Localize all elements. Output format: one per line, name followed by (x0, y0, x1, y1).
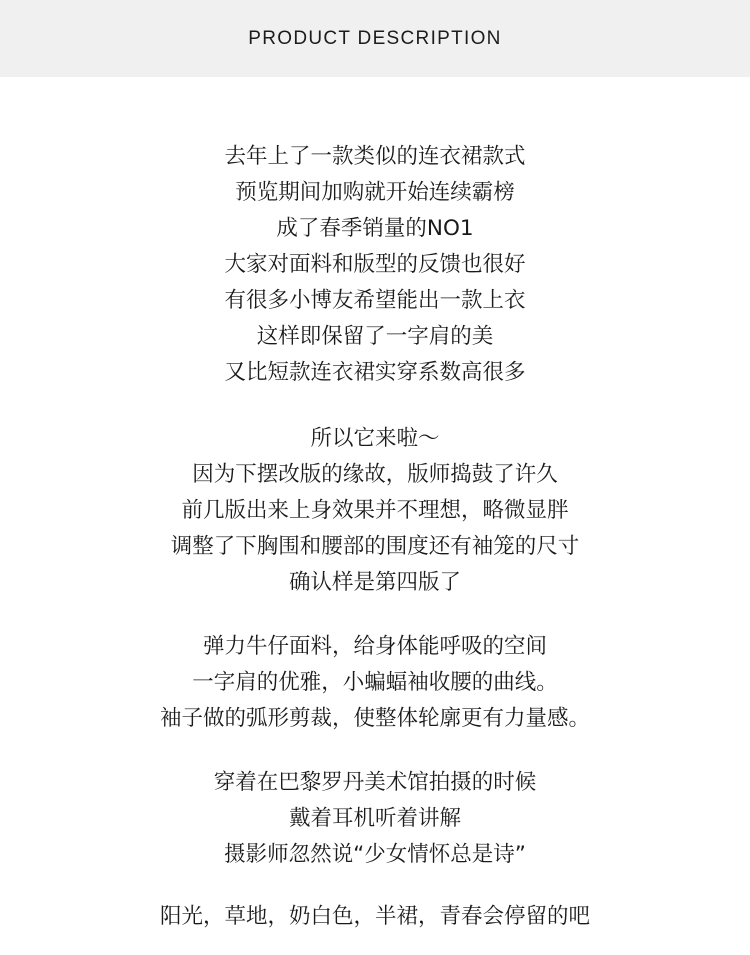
description-line: 确认样是第四版了 (288, 570, 461, 595)
description-line: 弹力牛仔面料，给身体能呼吸的空间 (202, 634, 547, 659)
paragraph-2 (40, 421, 710, 601)
description-line: 有很多小博友希望能出一款上衣 (224, 288, 526, 313)
paragraph-5 (40, 899, 710, 935)
spacer-para-1-2 (40, 391, 710, 421)
paragraph-3 (40, 629, 710, 737)
description-line: 前几版出来上身效果并不理想，略微显胖 (181, 498, 569, 523)
description-line: 一字肩的优雅，小蝙蝠袖收腰的曲线。 (192, 670, 558, 695)
spacer-top (0, 77, 750, 139)
description-line: 大家对面料和版型的反馈也很好 (224, 252, 526, 277)
spacer-para-2-3 (40, 601, 710, 629)
description-line: 戴着耳机听着讲解 (288, 806, 461, 831)
description-line: 所以它来啦～ (310, 426, 440, 451)
description-line: 预览期间加购就开始连续霸榜 (235, 180, 515, 205)
spacer-para-4-5 (40, 873, 710, 899)
description-line: 又比短款连衣裙实穿系数高很多 (224, 360, 526, 385)
page-title: PRODUCT DESCRIPTION (248, 27, 502, 49)
description-line: 阳光，草地，奶白色，半裙，青春会停留的吧 (159, 904, 590, 929)
description-line: 去年上了一款类似的连衣裙款式 (224, 144, 526, 169)
section-header-band (0, 0, 750, 77)
description-body (0, 139, 750, 935)
paragraph-4 (40, 765, 710, 873)
description-line: 因为下摆改版的缘故，版师捣鼓了许久 (192, 462, 558, 487)
description-line: 袖子做的弧形剪裁，使整体轮廓更有力量感。 (159, 706, 590, 731)
description-line: 穿着在巴黎罗丹美术馆拍摄的时候 (213, 770, 537, 795)
spacer-para-3-4 (40, 737, 710, 765)
description-line: 这样即保留了一字肩的美 (256, 324, 494, 349)
description-line: 调整了下胸围和腰部的围度还有袖笼的尺寸 (170, 534, 580, 559)
description-line: 成了春季销量的NO1 (276, 216, 474, 241)
paragraph-1 (40, 139, 710, 391)
description-line: 摄影师忽然说“少女情怀总是诗” (224, 842, 526, 867)
